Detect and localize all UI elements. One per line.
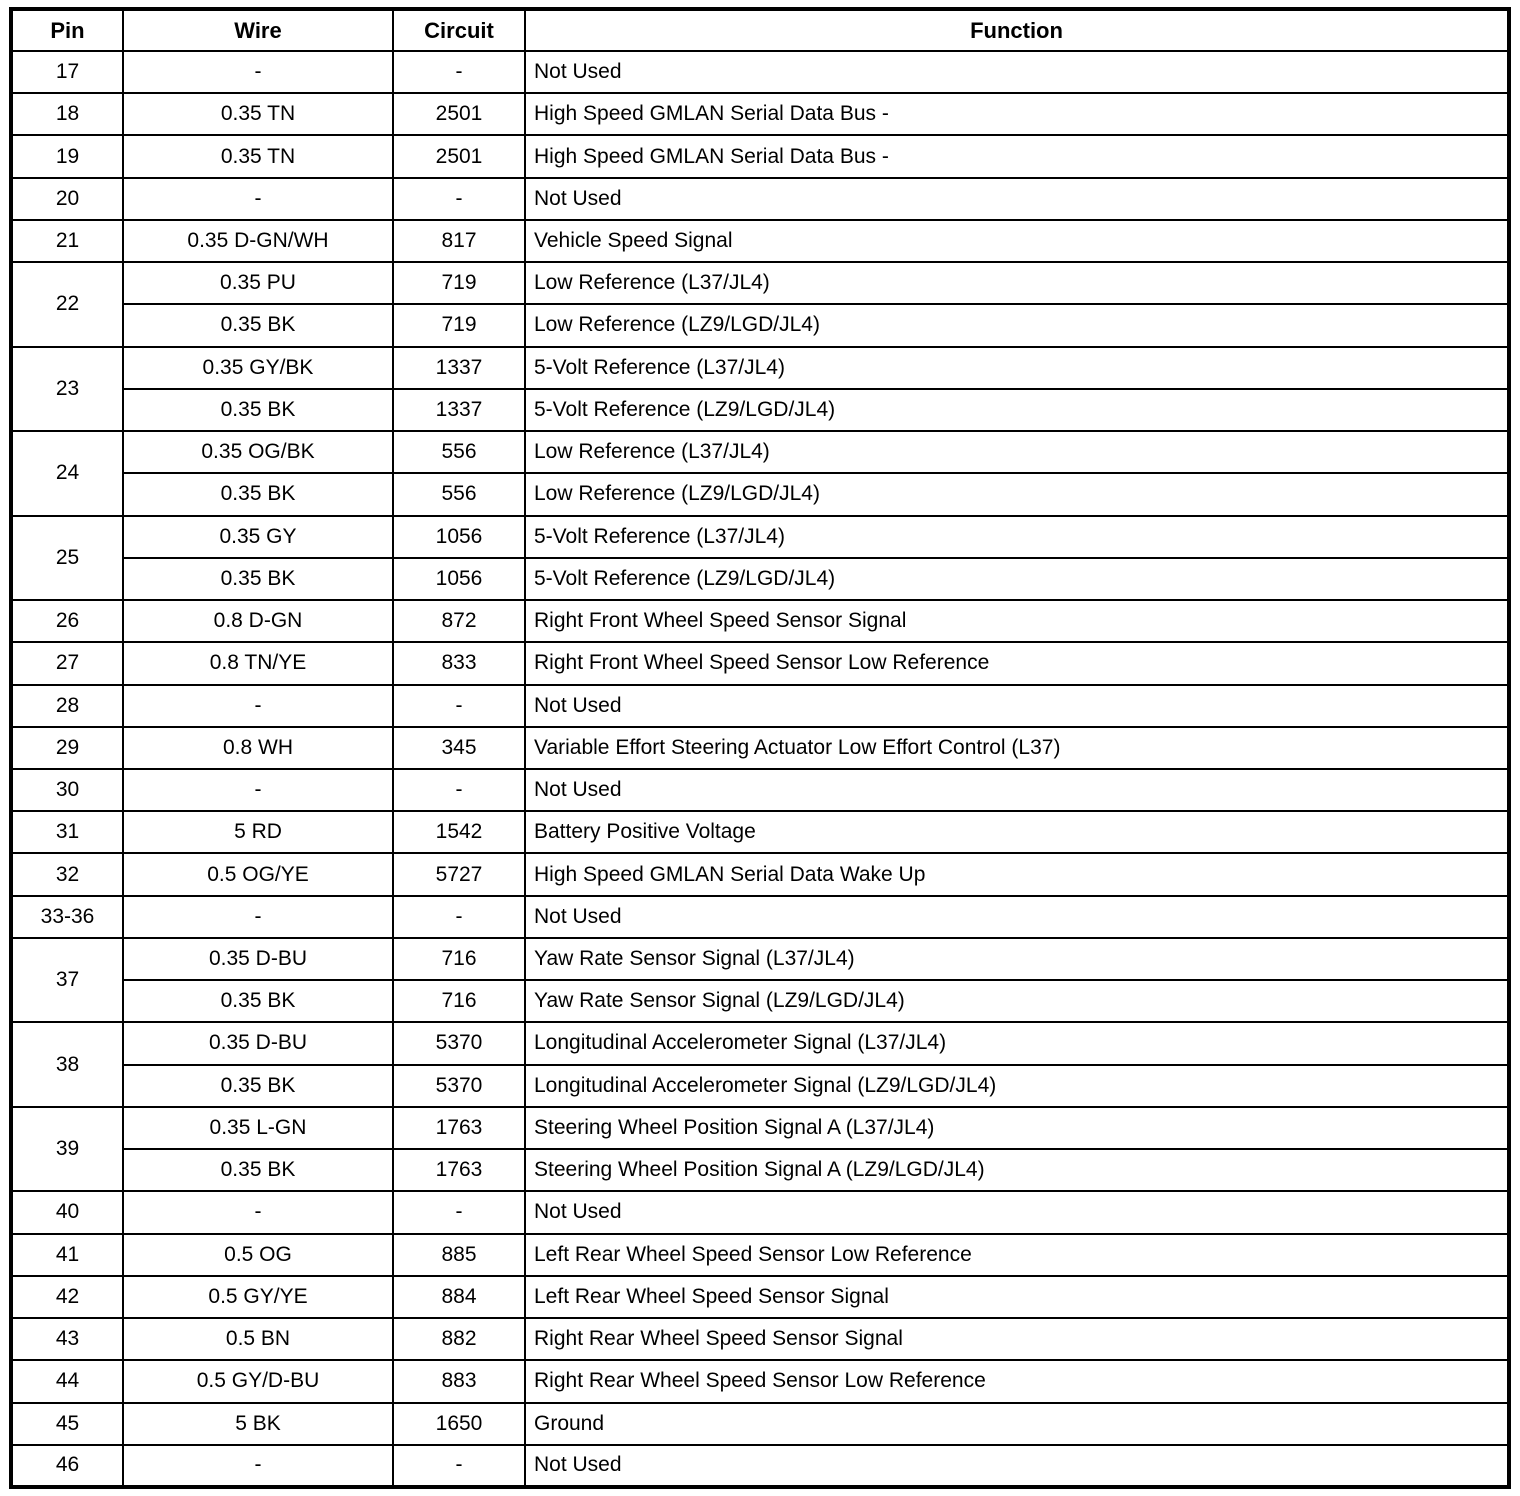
- function-cell: Battery Positive Voltage: [525, 811, 1509, 853]
- circuit-cell: 1337: [393, 389, 525, 431]
- circuit-cell: 833: [393, 642, 525, 684]
- table-row: [11, 347, 1509, 389]
- wire-cell: 0.35 GY/BK: [123, 347, 393, 389]
- function-cell: Longitudinal Accelerometer Signal (LZ9/LGD/JL4): [525, 1065, 1509, 1107]
- pin-cell: 30: [11, 769, 123, 811]
- header-wire: Wire: [123, 9, 393, 51]
- circuit-cell: 1056: [393, 516, 525, 558]
- wire-cell: -: [123, 178, 393, 220]
- function-cell: Low Reference (L37/JL4): [525, 262, 1509, 304]
- circuit-cell: 556: [393, 431, 525, 473]
- circuit-cell: 884: [393, 1276, 525, 1318]
- pin-cell: 41: [11, 1234, 123, 1276]
- function-cell: High Speed GMLAN Serial Data Bus -: [525, 93, 1509, 135]
- function-cell: High Speed GMLAN Serial Data Wake Up: [525, 853, 1509, 895]
- circuit-cell: -: [393, 1445, 525, 1487]
- function-cell: Right Rear Wheel Speed Sensor Low Reference: [525, 1360, 1509, 1402]
- circuit-cell: 1542: [393, 811, 525, 853]
- wire-cell: 0.8 WH: [123, 727, 393, 769]
- function-cell: Left Rear Wheel Speed Sensor Low Reference: [525, 1234, 1509, 1276]
- function-cell: Right Front Wheel Speed Sensor Signal: [525, 600, 1509, 642]
- table-row: [11, 1445, 1509, 1487]
- function-cell: Not Used: [525, 178, 1509, 220]
- function-cell: High Speed GMLAN Serial Data Bus -: [525, 135, 1509, 177]
- table-row: [11, 1065, 1509, 1107]
- wire-cell: 0.8 TN/YE: [123, 642, 393, 684]
- circuit-cell: -: [393, 1191, 525, 1233]
- function-cell: Not Used: [525, 1191, 1509, 1233]
- pin-cell: 27: [11, 642, 123, 684]
- pin-cell: 45: [11, 1403, 123, 1445]
- circuit-cell: 716: [393, 938, 525, 980]
- function-cell: 5-Volt Reference (L37/JL4): [525, 516, 1509, 558]
- circuit-cell: 817: [393, 220, 525, 262]
- circuit-cell: 1650: [393, 1403, 525, 1445]
- table-row: [11, 1403, 1509, 1445]
- pin-cell: 28: [11, 685, 123, 727]
- pin-cell: 26: [11, 600, 123, 642]
- table-row: [11, 938, 1509, 980]
- table-row: [11, 178, 1509, 220]
- wire-cell: -: [123, 51, 393, 93]
- function-cell: Not Used: [525, 896, 1509, 938]
- pin-cell: 23: [11, 347, 123, 431]
- wire-cell: 0.35 BK: [123, 473, 393, 515]
- table-row: [11, 262, 1509, 304]
- table-row: [11, 811, 1509, 853]
- function-cell: 5-Volt Reference (LZ9/LGD/JL4): [525, 389, 1509, 431]
- circuit-cell: 1056: [393, 558, 525, 600]
- wire-cell: 0.35 BK: [123, 980, 393, 1022]
- pinout-table-body: [11, 51, 1509, 1487]
- pin-cell: 21: [11, 220, 123, 262]
- function-cell: Yaw Rate Sensor Signal (LZ9/LGD/JL4): [525, 980, 1509, 1022]
- pin-cell: 20: [11, 178, 123, 220]
- wire-cell: 0.35 BK: [123, 389, 393, 431]
- pin-cell: 33-36: [11, 896, 123, 938]
- function-cell: Not Used: [525, 685, 1509, 727]
- function-cell: Right Front Wheel Speed Sensor Low Reference: [525, 642, 1509, 684]
- wire-cell: 5 BK: [123, 1403, 393, 1445]
- pin-cell: 46: [11, 1445, 123, 1487]
- circuit-cell: 1763: [393, 1107, 525, 1149]
- function-cell: Not Used: [525, 1445, 1509, 1487]
- wire-cell: 0.35 PU: [123, 262, 393, 304]
- table-row: [11, 769, 1509, 811]
- wire-cell: 0.5 OG/YE: [123, 853, 393, 895]
- pin-cell: 22: [11, 262, 123, 346]
- wire-cell: -: [123, 769, 393, 811]
- table-row: [11, 135, 1509, 177]
- function-cell: Longitudinal Accelerometer Signal (L37/JL4): [525, 1022, 1509, 1064]
- function-cell: Ground: [525, 1403, 1509, 1445]
- table-row: [11, 685, 1509, 727]
- wire-cell: 0.35 TN: [123, 135, 393, 177]
- circuit-cell: 882: [393, 1318, 525, 1360]
- circuit-cell: 1337: [393, 347, 525, 389]
- circuit-cell: 2501: [393, 93, 525, 135]
- wire-cell: 0.35 D-BU: [123, 1022, 393, 1064]
- wire-cell: 0.35 BK: [123, 1149, 393, 1191]
- table-row: [11, 304, 1509, 346]
- function-cell: Steering Wheel Position Signal A (L37/JL4): [525, 1107, 1509, 1149]
- circuit-cell: 5370: [393, 1065, 525, 1107]
- function-cell: Vehicle Speed Signal: [525, 220, 1509, 262]
- pin-cell: 39: [11, 1107, 123, 1191]
- pin-cell: 31: [11, 811, 123, 853]
- header-circuit: Circuit: [393, 9, 525, 51]
- circuit-cell: -: [393, 769, 525, 811]
- wire-cell: 5 RD: [123, 811, 393, 853]
- circuit-cell: 2501: [393, 135, 525, 177]
- pin-cell: 25: [11, 516, 123, 600]
- function-cell: Left Rear Wheel Speed Sensor Signal: [525, 1276, 1509, 1318]
- table-row: [11, 51, 1509, 93]
- circuit-cell: 556: [393, 473, 525, 515]
- header-pin: Pin: [11, 9, 123, 51]
- table-row: [11, 1318, 1509, 1360]
- circuit-cell: -: [393, 896, 525, 938]
- wire-cell: 0.5 GY/D-BU: [123, 1360, 393, 1402]
- pin-cell: 42: [11, 1276, 123, 1318]
- pin-cell: 17: [11, 51, 123, 93]
- table-row: [11, 1360, 1509, 1402]
- circuit-cell: -: [393, 685, 525, 727]
- circuit-cell: 5727: [393, 853, 525, 895]
- table-row: [11, 727, 1509, 769]
- function-cell: Variable Effort Steering Actuator Low Effort Control (L37): [525, 727, 1509, 769]
- wire-cell: 0.35 GY: [123, 516, 393, 558]
- table-row: [11, 431, 1509, 473]
- function-cell: Right Rear Wheel Speed Sensor Signal: [525, 1318, 1509, 1360]
- table-row: [11, 1276, 1509, 1318]
- wire-cell: 0.5 OG: [123, 1234, 393, 1276]
- wire-cell: 0.35 L-GN: [123, 1107, 393, 1149]
- table-row: [11, 389, 1509, 431]
- circuit-cell: 885: [393, 1234, 525, 1276]
- pin-cell: 32: [11, 853, 123, 895]
- table-row: [11, 473, 1509, 515]
- wire-cell: -: [123, 1445, 393, 1487]
- wire-cell: -: [123, 1191, 393, 1233]
- circuit-cell: 872: [393, 600, 525, 642]
- pin-cell: 18: [11, 93, 123, 135]
- wire-cell: 0.35 OG/BK: [123, 431, 393, 473]
- wire-cell: 0.35 BK: [123, 558, 393, 600]
- pinout-table: [9, 7, 1511, 1489]
- table-row: [11, 516, 1509, 558]
- function-cell: Yaw Rate Sensor Signal (L37/JL4): [525, 938, 1509, 980]
- table-row: [11, 558, 1509, 600]
- circuit-cell: 5370: [393, 1022, 525, 1064]
- function-cell: 5-Volt Reference (L37/JL4): [525, 347, 1509, 389]
- table-row: [11, 896, 1509, 938]
- circuit-cell: 719: [393, 304, 525, 346]
- wire-cell: 0.35 TN: [123, 93, 393, 135]
- pin-cell: 38: [11, 1022, 123, 1106]
- table-row: [11, 980, 1509, 1022]
- circuit-cell: -: [393, 178, 525, 220]
- pin-cell: 37: [11, 938, 123, 1022]
- table-row: [11, 1149, 1509, 1191]
- pin-cell: 43: [11, 1318, 123, 1360]
- pin-cell: 44: [11, 1360, 123, 1402]
- wire-cell: 0.35 BK: [123, 1065, 393, 1107]
- wire-cell: -: [123, 685, 393, 727]
- table-row: [11, 93, 1509, 135]
- circuit-cell: 345: [393, 727, 525, 769]
- circuit-cell: 716: [393, 980, 525, 1022]
- wire-cell: 0.5 BN: [123, 1318, 393, 1360]
- table-row: [11, 853, 1509, 895]
- function-cell: 5-Volt Reference (LZ9/LGD/JL4): [525, 558, 1509, 600]
- wire-cell: 0.8 D-GN: [123, 600, 393, 642]
- circuit-cell: 1763: [393, 1149, 525, 1191]
- pin-cell: 24: [11, 431, 123, 515]
- function-cell: Low Reference (LZ9/LGD/JL4): [525, 304, 1509, 346]
- function-cell: Low Reference (L37/JL4): [525, 431, 1509, 473]
- wire-cell: 0.35 D-BU: [123, 938, 393, 980]
- header-row: [11, 9, 1509, 51]
- function-cell: Steering Wheel Position Signal A (LZ9/LGD/JL4): [525, 1149, 1509, 1191]
- pin-cell: 40: [11, 1191, 123, 1233]
- wire-cell: 0.35 BK: [123, 304, 393, 346]
- table-row: [11, 1191, 1509, 1233]
- function-cell: Not Used: [525, 769, 1509, 811]
- circuit-cell: 883: [393, 1360, 525, 1402]
- circuit-cell: 719: [393, 262, 525, 304]
- table-row: [11, 1107, 1509, 1149]
- table-row: [11, 642, 1509, 684]
- table-row: [11, 1234, 1509, 1276]
- function-cell: Not Used: [525, 51, 1509, 93]
- function-cell: Low Reference (LZ9/LGD/JL4): [525, 473, 1509, 515]
- circuit-cell: -: [393, 51, 525, 93]
- pin-cell: 29: [11, 727, 123, 769]
- wire-cell: 0.5 GY/YE: [123, 1276, 393, 1318]
- wire-cell: 0.35 D-GN/WH: [123, 220, 393, 262]
- table-row: [11, 220, 1509, 262]
- table-row: [11, 600, 1509, 642]
- header-function: Function: [525, 9, 1509, 51]
- wire-cell: -: [123, 896, 393, 938]
- table-row: [11, 1022, 1509, 1064]
- pin-cell: 19: [11, 135, 123, 177]
